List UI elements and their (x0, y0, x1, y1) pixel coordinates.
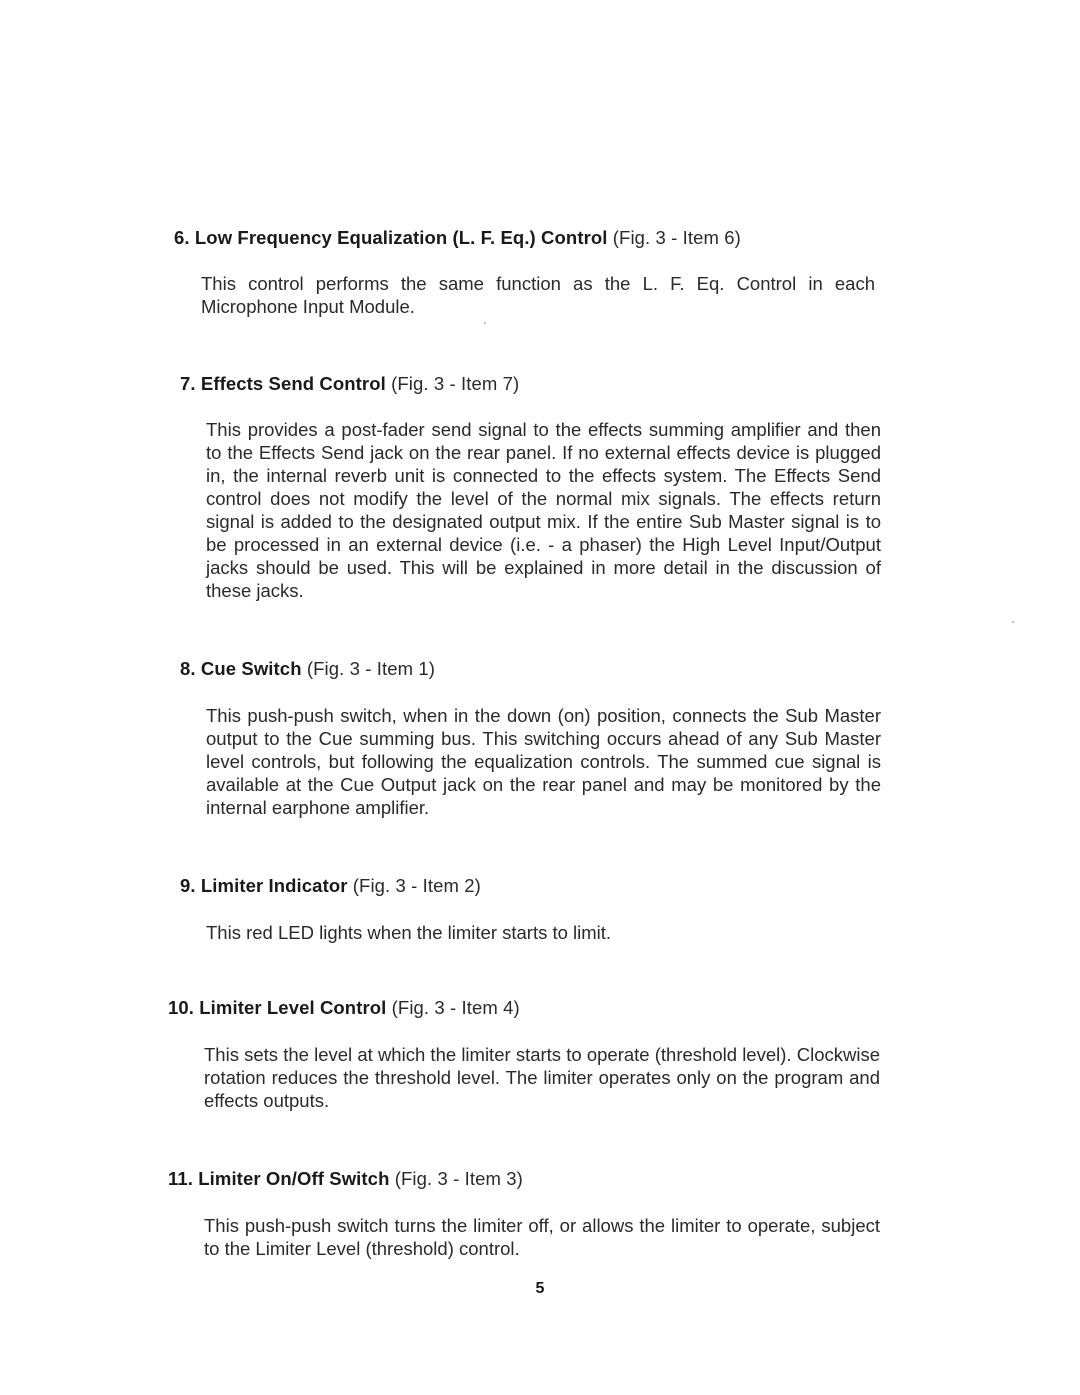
section-number: 7. (180, 373, 196, 394)
page-number: 5 (535, 1280, 545, 1297)
figure-reference: (Fig. 3 - Item 2) (352, 875, 481, 896)
section-10-heading (168, 997, 520, 1019)
scan-speck (1012, 621, 1014, 623)
figure-reference: (Fig. 3 - Item 4) (391, 997, 520, 1018)
figure-reference: (Fig. 3 - Item 3) (394, 1168, 523, 1189)
section-6-heading (174, 227, 741, 249)
scan-speck (484, 322, 486, 324)
section-11-heading (168, 1168, 523, 1190)
section-7-heading (180, 373, 519, 395)
section-8-heading (180, 658, 435, 680)
figure-reference: (Fig. 3 - Item 6) (612, 227, 741, 248)
section-8-body: This push-push switch, when in the down (on) position, connects the Sub Master output to the Cue summing bus. This switching occurs ahead of any Sub Master level controls, but following the equalization controls. The summed cue signal is available at the Cue Output jack on the rear panel and may be monitored by the internal earphone amplifier. (206, 705, 881, 818)
section-title: Low Frequency Equalization (L. F. Eq.) Control (194, 227, 608, 248)
section-10-body: This sets the level at which the limiter starts to operate (threshold level). Clockwise rotation reduces the threshold level. The limiter operates only on the program and effects outputs. (204, 1044, 880, 1111)
section-number: 10. (168, 997, 195, 1018)
section-title: Limiter Level Control (199, 997, 387, 1018)
section-number: 6. (174, 227, 190, 248)
section-title: Cue Switch (200, 658, 302, 679)
figure-reference: (Fig. 3 - Item 1) (306, 658, 435, 679)
section-6-body: This control performs the same function as the L. F. Eq. Control in each Microphone Input Module. (201, 273, 875, 317)
section-7-body: This provides a post-fader send signal to the effects summing amplifier and then to the Effects Send jack on the rear panel. If no external effects device is plugged in, the internal reverb unit is connected to the effects system. The Effects Send control does not modify the level of the normal mix signals. The effects return signal is added to the designated output mix. If the entire Sub Master signal is to be processed in an external device (i.e. - a phaser) the High Level Input/Output jacks should be used. This will be explained in more detail in the discussion of these jacks. (206, 419, 881, 601)
section-9-body: This red LED lights when the limiter starts to limit. (206, 922, 612, 943)
section-number: 9. (180, 875, 196, 896)
section-number: 11. (168, 1168, 193, 1189)
section-9-heading (180, 875, 481, 897)
section-11-body: This push-push switch turns the limiter off, or allows the limiter to operate, subject to the Limiter Level (threshold) control. (204, 1215, 880, 1259)
section-number: 8. (180, 658, 196, 679)
section-title: Limiter Indicator (200, 875, 348, 896)
figure-reference: (Fig. 3 - Item 7) (391, 373, 520, 394)
section-title: Limiter On/Off Switch (198, 1168, 390, 1189)
section-title: Effects Send Control (200, 373, 386, 394)
